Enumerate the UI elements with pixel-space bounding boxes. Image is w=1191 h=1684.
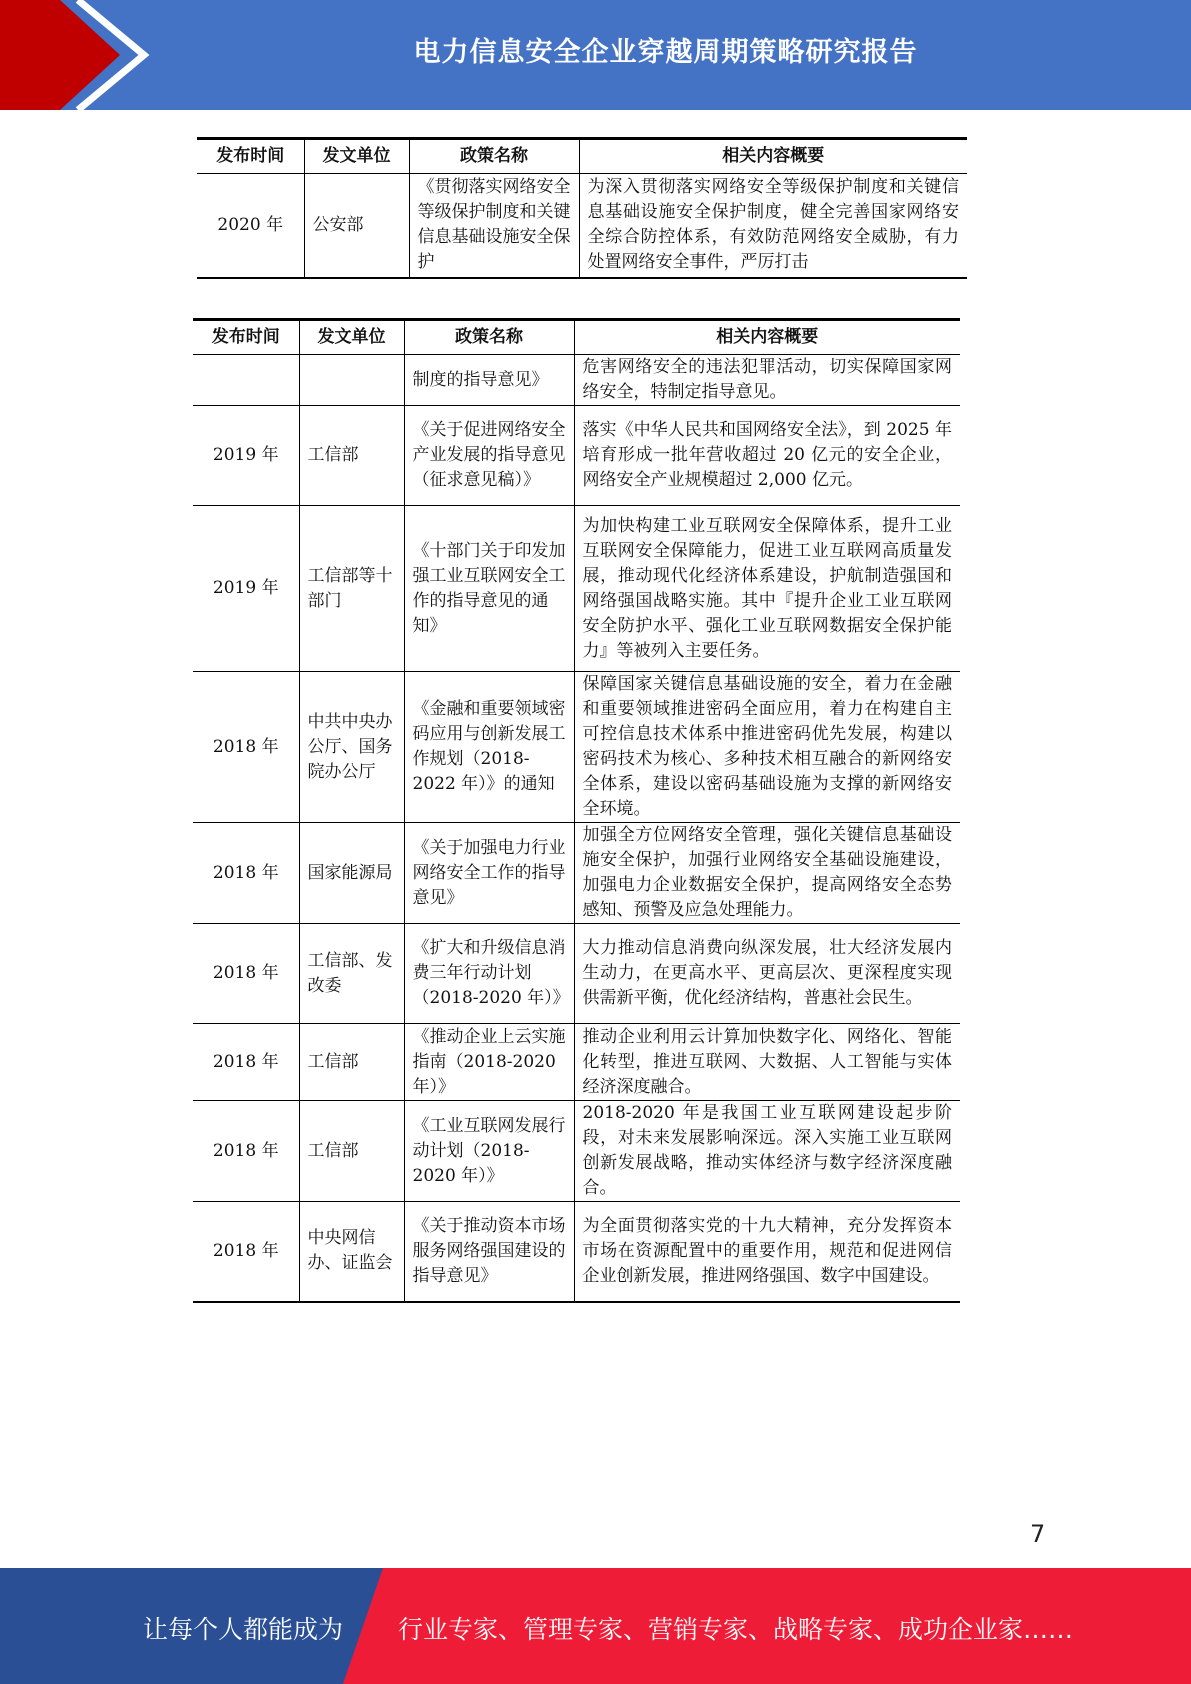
header-cell-date: 发布时间 xyxy=(197,139,304,174)
header-cell-dept: 发文单位 xyxy=(299,320,404,355)
header-cell-policy: 政策名称 xyxy=(404,320,574,355)
header-cell-policy: 政策名称 xyxy=(409,139,579,174)
date-cell: 2018 年 xyxy=(193,1202,299,1302)
table-row xyxy=(197,174,967,278)
dept-cell: 中共中央办公厅、国务院办公厅 xyxy=(299,672,404,823)
table-1-body xyxy=(197,174,967,278)
policy-name-cell: 《十部门关于印发加强工业互联网安全工作的指导意见的通知》 xyxy=(404,506,574,672)
header-cell-summary: 相关内容概要 xyxy=(574,320,960,355)
policy-name-cell: 《工业互联网发展行动计划（2018-2020 年）》 xyxy=(404,1101,574,1202)
footer-slogan-right: 行业专家、管理专家、营销专家、战略专家、成功企业家…… xyxy=(398,1615,1074,1644)
date-cell: 2019 年 xyxy=(193,506,299,672)
dept-cell: 工信部 xyxy=(299,406,404,506)
date-cell: 2018 年 xyxy=(193,1101,299,1202)
date-cell: 2018 年 xyxy=(193,1024,299,1101)
dept-cell: 工信部等十部门 xyxy=(299,506,404,672)
table-row xyxy=(193,1202,960,1302)
table-header-row xyxy=(193,320,960,355)
footer-slogan-left: 让每个人都能成为 xyxy=(143,1615,344,1644)
table-row xyxy=(193,924,960,1024)
table-row xyxy=(193,672,960,823)
summary-cell: 为深入贯彻落实网络安全等级保护制度和关键信息基础设施安全保护制度，健全完善国家网络安全综合防控体系，有效防范网络安全威胁，有力处置网络安全事件，严厉打击 xyxy=(579,174,967,278)
header-cell-date: 发布时间 xyxy=(193,320,299,355)
dept-cell: 工信部、发改委 xyxy=(299,924,404,1024)
dept-cell: 中央网信办、证监会 xyxy=(299,1202,404,1302)
page-footer xyxy=(0,1568,1191,1684)
table-row xyxy=(193,1101,960,1202)
dept-cell: 工信部 xyxy=(299,1101,404,1202)
header-cell-summary: 相关内容概要 xyxy=(579,139,967,174)
summary-cell: 2018-2020 年是我国工业互联网建设起步阶段，对未来发展影响深远。深入实施工业互联网创新发展战略，推动实体经济与数字经济深度融合。 xyxy=(574,1101,960,1202)
summary-cell: 推动企业利用云计算加快数字化、网络化、智能化转型，推进互联网、大数据、人工智能与实体经济深度融合。 xyxy=(574,1024,960,1101)
policy-name-cell: 《关于加强电力行业网络安全工作的指导意见》 xyxy=(404,823,574,924)
summary-cell: 保障国家关键信息基础设施的安全，着力在金融和重要领域推进密码全面应用，着力在构建自主可控信息技术体系中推进密码优先发展，构建以密码技术为核心、多种技术相互融合的新网络安全体系，建设以密码基础设施为支撑的新网络安全环境。 xyxy=(574,672,960,823)
summary-cell: 加强全方位网络安全管理，强化关键信息基础设施安全保护，加强行业网络安全基础设施建设，加强电力企业数据安全保护，提高网络安全态势感知、预警及应急处理能力。 xyxy=(574,823,960,924)
policy-table-part-1 xyxy=(197,137,967,279)
policy-table-part-2 xyxy=(193,318,960,1303)
policy-name-cell: 《关于促进网络安全产业发展的指导意见（征求意见稿）》 xyxy=(404,406,574,506)
summary-cell: 为全面贯彻落实党的十九大精神，充分发挥资本市场在资源配置中的重要作用，规范和促进网信企业创新发展，推进网络强国、数字中国建设。 xyxy=(574,1202,960,1302)
dept-cell: 工信部 xyxy=(299,1024,404,1101)
policy-name-cell: 《关于推动资本市场服务网络强国建设的指导意见》 xyxy=(404,1202,574,1302)
policy-name-cell: 《推动企业上云实施指南（2018-2020 年）》 xyxy=(404,1024,574,1101)
dept-cell: 公安部 xyxy=(304,174,409,278)
date-cell: 2018 年 xyxy=(193,672,299,823)
date-cell: 2019 年 xyxy=(193,406,299,506)
header-cell-dept: 发文单位 xyxy=(304,139,409,174)
summary-cell: 落实《中华人民共和国网络安全法》，到 2025 年培育形成一批年营收超过 20 亿元的安全企业，网络安全产业规模超过 2,000 亿元。 xyxy=(574,406,960,506)
policy-name-cell: 《金融和重要领域密码应用与创新发展工作规划（2018-2022 年）》的通知 xyxy=(404,672,574,823)
table-header-row xyxy=(197,139,967,174)
policy-name-cell: 《贯彻落实网络安全等级保护制度和关键信息基础设施安全保护 xyxy=(409,174,579,278)
page-header xyxy=(0,0,1191,110)
summary-cell: 为加快构建工业互联网安全保障体系，提升工业互联网安全保障能力，促进工业互联网高质量发展，推动现代化经济体系建设，护航制造强国和网络强国战略实施。其中『提升企业工业互联网安全防护水平、强化工业互联网数据安全保护能力』等被列入主要任务。 xyxy=(574,506,960,672)
dept-cell: 国家能源局 xyxy=(299,823,404,924)
report-title: 电力信息安全企业穿越周期策略研究报告 xyxy=(413,37,918,68)
date-cell xyxy=(193,355,299,406)
date-cell: 2018 年 xyxy=(193,924,299,1024)
date-cell: 2020 年 xyxy=(197,174,304,278)
table-row xyxy=(193,355,960,406)
page-number: 7 xyxy=(1030,1520,1046,1548)
summary-cell: 大力推动信息消费向纵深发展，壮大经济发展内生动力，在更高水平、更高层次、更深程度实现供需新平衡，优化经济结构，普惠社会民生。 xyxy=(574,924,960,1024)
policy-name-cell: 《扩大和升级信息消费三年行动计划（2018-2020 年）》 xyxy=(404,924,574,1024)
table-row xyxy=(193,406,960,506)
table-2-body xyxy=(193,355,960,1302)
date-cell: 2018 年 xyxy=(193,823,299,924)
summary-cell: 危害网络安全的违法犯罪活动，切实保障国家网络安全，特制定指导意见。 xyxy=(574,355,960,406)
dept-cell xyxy=(299,355,404,406)
policy-name-cell: 制度的指导意见》 xyxy=(404,355,574,406)
table-row xyxy=(193,1024,960,1101)
table-row xyxy=(193,506,960,672)
table-row xyxy=(193,823,960,924)
